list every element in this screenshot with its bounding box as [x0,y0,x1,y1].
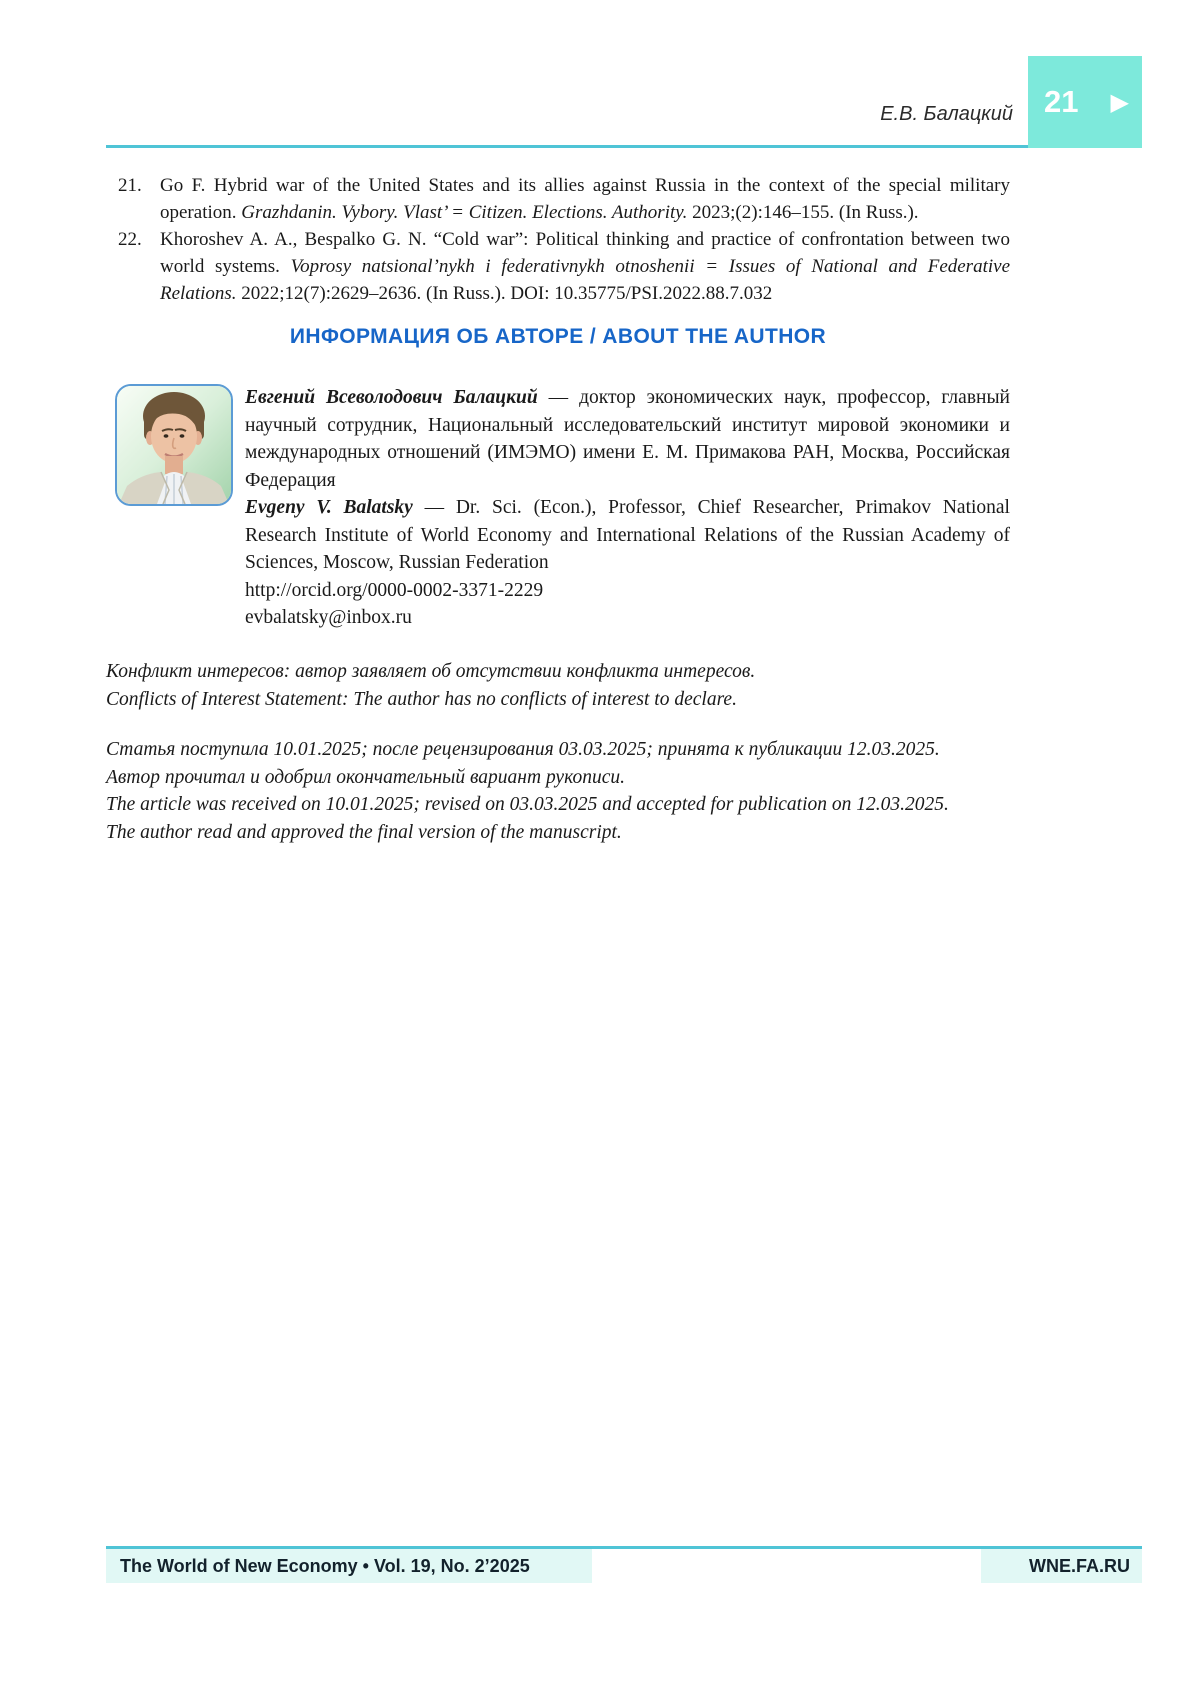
page-number: 21 [1044,84,1079,119]
dates-approved-ru: Автор прочитал и одобрил окончательный вариант рукописи. [106,766,625,788]
references-section [106,172,1010,307]
reference-number: 21. [118,175,142,196]
orcid-link[interactable]: http://orcid.org/0000-0002-3371-2229 [245,579,544,601]
conflict-of-interest-section [106,658,1010,713]
author-photo [115,384,233,506]
author-name-ru: Евгений Всеволодович Балацкий [245,387,538,408]
header-rule [106,145,1142,148]
author-bio-text [245,384,1010,632]
author-bio-ru [245,384,1010,494]
author-info-block [106,384,1010,632]
author-name-en: Evgeny V. Balatsky [245,497,413,518]
reference-number: 22. [118,229,142,250]
reference-text-normal: Go F. Hybrid war of the United States and its allies against Russia in the context of the special military operation. [160,175,1010,223]
reference-item [106,172,1010,226]
reference-text-normal: 2022;12(7):2629–2636. (In Russ.). DOI: 10.35775/PSI.2022.88.7.032 [236,283,773,304]
about-author-heading: ИНФОРМАЦИЯ ОБ АВТОРЕ / ABOUT THE AUTHOR [289,325,827,348]
author-bio-ru-text: — доктор экономических наук, профессор, главный научный сотрудник, Национальный исследовательский институт мировой экономики и международных отношений (ИМЭМО) имени Е. М. Примакова РАН, Москва, Российская Федерация [245,387,1010,491]
dates-approved-en: The author read and approved the final version of the manuscript. [106,821,622,843]
reference-text-italic: Grazhdanin. Vybory. Vlast’ = Citizen. Elections. Authority. [241,202,688,223]
author-bio-en [245,494,1010,577]
email-link[interactable]: evbalatsky@inbox.ru [245,607,412,628]
reference-text [160,172,1010,226]
conflict-statement-en: Conflicts of Interest Statement: The author has no conflicts of interest to declare. [106,688,737,710]
reference-text-normal: 2023;(2):146–155. (In Russ.). [687,202,919,223]
author-bio-en-text: — Dr. Sci. (Econ.), Professor, Chief Researcher, Primakov National Research Institute of World Economy and International Relations of the Russian Academy of Sciences, Moscow, Russian Federation [245,497,1010,573]
dates-received-en: The article was received on 10.01.2025; revised on 03.03.2025 and accepted for publication on 12.03.2025. [106,794,949,815]
reference-text-italic: Voprosy natsional’nykh i federativnykh otnoshenii = Issues of National and Federative Relations. [160,256,1011,304]
page-number-badge [1028,56,1142,148]
arrow-right-icon: ▶ [1110,88,1129,116]
reference-item [106,226,1010,307]
article-dates-section [106,736,1010,846]
conflict-statement-ru: Конфликт интересов: автор заявляет об отсутствии конфликта интересов. [106,661,756,682]
footer-site-band: WNE.FA.RU [981,1549,1142,1583]
running-head-author: Е.В. Балацкий [880,103,1013,125]
reference-text [160,226,1010,307]
dates-received-ru: Статья поступила 10.01.2025; после рецензирования 03.03.2025; принята к публикации 12.03.2025. [106,739,940,760]
footer-journal-band: The World of New Economy • Vol. 19, No. 2’2025 [106,1549,592,1583]
author-portrait-illustration [117,386,231,504]
reference-text-normal: Khoroshev A. A., Bespalko G. N. “Cold war”: Political thinking and practice of confrontation between two world systems. [160,229,1010,277]
